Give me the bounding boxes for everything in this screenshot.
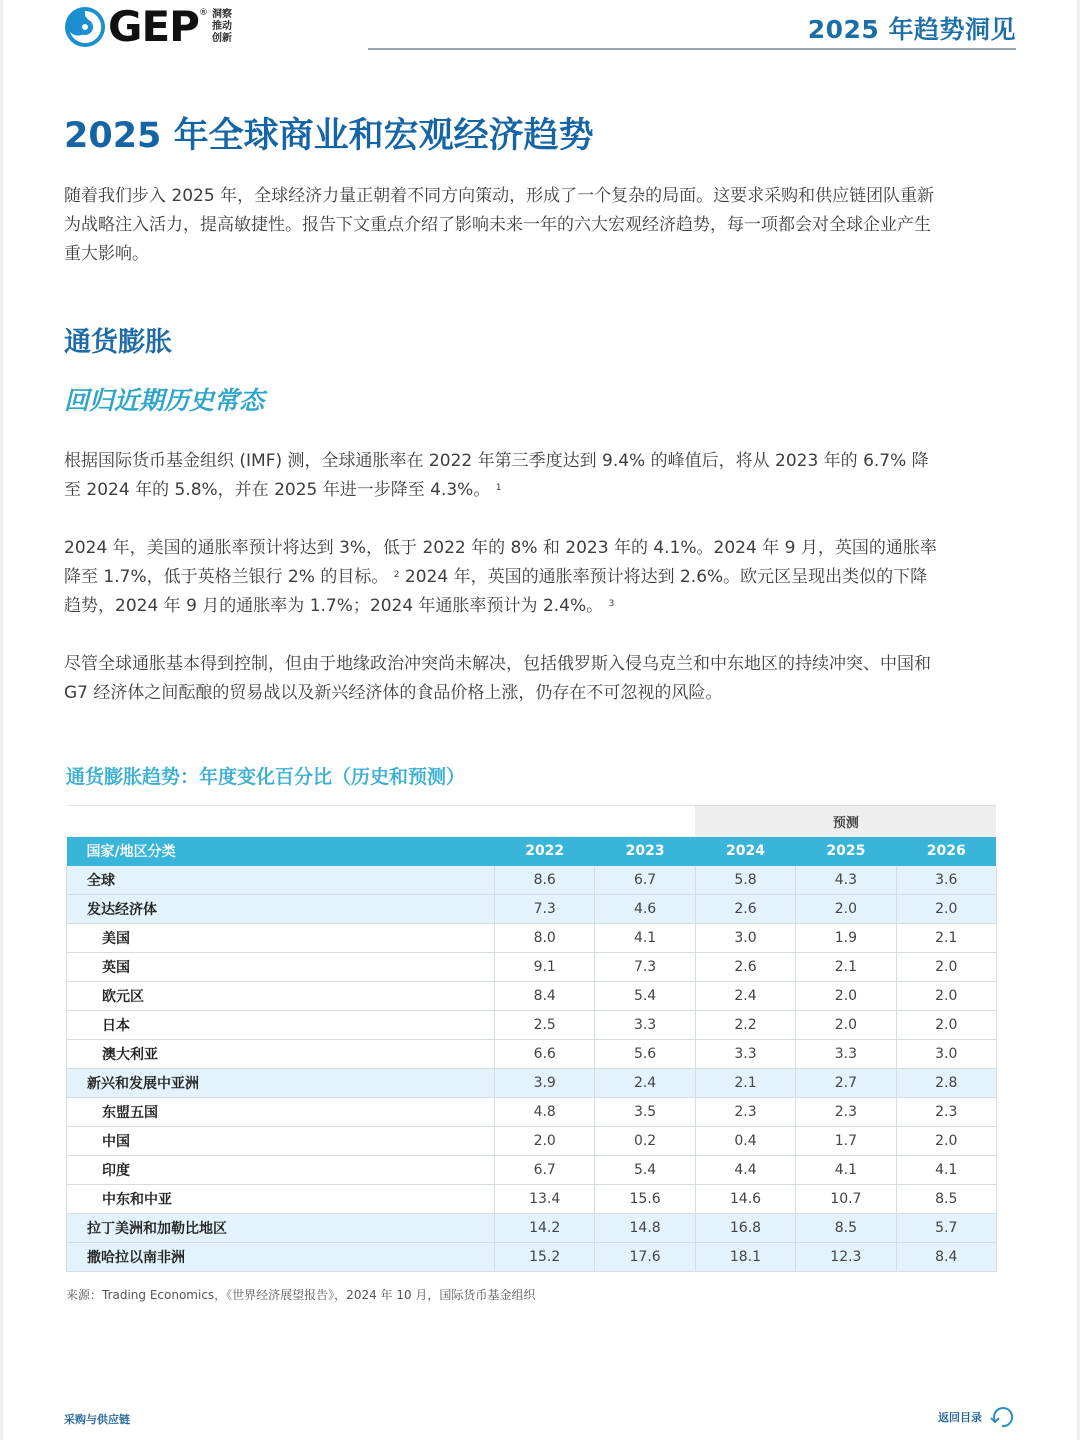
table-cell: 7.3 <box>495 895 595 924</box>
table-cell: 3.3 <box>695 1040 795 1069</box>
row-label: 澳大利亚 <box>67 1040 495 1069</box>
column-header-year: 2026 <box>896 837 996 866</box>
table-cell: 4.6 <box>595 895 695 924</box>
table-row <box>67 1040 997 1069</box>
body-paragraph-2 <box>64 534 944 621</box>
table-cell: 2.0 <box>796 895 896 924</box>
table-cell: 2.0 <box>896 982 996 1011</box>
table-cell: 7.3 <box>595 953 695 982</box>
table-cell: 16.8 <box>695 1214 795 1243</box>
table-cell: 2.0 <box>896 1011 996 1040</box>
logo-tagline-line: 洞察 <box>211 9 232 20</box>
table-cell: 4.1 <box>896 1156 996 1185</box>
row-label: 全球 <box>67 866 495 895</box>
table-cell: 3.6 <box>896 866 996 895</box>
table-cell: 2.5 <box>495 1011 595 1040</box>
report-title: 2025 年趋势洞见 <box>807 15 1016 44</box>
table-cell: 8.5 <box>796 1214 896 1243</box>
logo-tagline-line: 推动 <box>211 21 232 32</box>
table-cell: 2.3 <box>896 1098 996 1127</box>
table-cell: 2.6 <box>695 895 795 924</box>
row-label: 东盟五国 <box>67 1098 495 1127</box>
body-paragraph-1 <box>64 447 944 505</box>
table-cell: 4.3 <box>796 866 896 895</box>
table-cell: 2.0 <box>896 953 996 982</box>
table-cell: 2.8 <box>896 1069 996 1098</box>
table-cell: 3.9 <box>495 1069 595 1098</box>
row-label: 撒哈拉以南非洲 <box>67 1243 495 1272</box>
row-label: 印度 <box>67 1156 495 1185</box>
column-header-year: 2022 <box>495 837 595 866</box>
table-cell: 4.8 <box>495 1098 595 1127</box>
table-cell: 2.0 <box>896 1127 996 1156</box>
table-cell: 14.6 <box>695 1185 795 1214</box>
paragraph-text: 2024 年，英国的通胀率预计将达到 2.6%。欧元区呈现出类似的下降趋势，2024 年 9 月的通胀率为 1.7%；2024 年通胀率预计为 2.4%。 <box>64 567 928 616</box>
return-arrow-icon[interactable] <box>988 1403 1016 1431</box>
page-title: 2025 年全球商业和宏观经济趋势 <box>64 116 594 156</box>
row-label: 新兴和发展中亚洲 <box>67 1069 495 1098</box>
row-label: 中国 <box>67 1127 495 1156</box>
table-row <box>67 1156 997 1185</box>
gep-swirl-icon <box>64 6 106 48</box>
table-cell: 0.2 <box>595 1127 695 1156</box>
table-body <box>67 866 997 1272</box>
table-cell: 6.6 <box>495 1040 595 1069</box>
table-cell: 2.1 <box>896 924 996 953</box>
paragraph-text: 根据国际货币基金组织 (IMF) 测，全球通胀率在 2022 年第三季度达到 9.4% 的峰值后，将从 2023 年的 6.7% 降至 2024 年的 5.8%，并在 2025 年进一步降至 4.3%。 <box>64 451 929 500</box>
body-paragraph-3: 尽管全球通胀基本得到控制，但由于地缘政治冲突尚未解决，包括俄罗斯入侵乌克兰和中东地区的持续冲突、中国和 G7 经济体之间酝酿的贸易战以及新兴经济体的食品价格上涨，仍存在不可忽视的风险。 <box>64 654 931 703</box>
table-cell: 3.3 <box>796 1040 896 1069</box>
table-cell: 13.4 <box>495 1185 595 1214</box>
table-cell: 2.0 <box>495 1127 595 1156</box>
table-cell: 2.4 <box>695 982 795 1011</box>
column-header-row <box>67 837 997 866</box>
page-header <box>64 2 1016 54</box>
table-cell: 3.0 <box>896 1040 996 1069</box>
table-cell: 1.7 <box>796 1127 896 1156</box>
table-cell: 5.8 <box>695 866 795 895</box>
row-label: 英国 <box>67 953 495 982</box>
table-row <box>67 1069 997 1098</box>
table-row <box>67 1098 997 1127</box>
table-cell: 1.9 <box>796 924 896 953</box>
table-cell: 14.8 <box>595 1214 695 1243</box>
table-row <box>67 953 997 982</box>
table-cell: 4.1 <box>796 1156 896 1185</box>
table-cell: 2.1 <box>796 953 896 982</box>
table-cell: 8.4 <box>495 982 595 1011</box>
table-cell: 3.5 <box>595 1098 695 1127</box>
table-source-note: 来源：Trading Economics，《世界经济展望报告》，2024 年 10 月，国际货币基金组织 <box>66 1288 536 1302</box>
back-to-contents-label[interactable]: 返回目录 <box>938 1411 982 1424</box>
table-cell: 2.3 <box>796 1098 896 1127</box>
table-cell: 6.7 <box>595 866 695 895</box>
column-header-year: 2023 <box>595 837 695 866</box>
table-cell: 8.4 <box>896 1243 996 1272</box>
table-cell: 2.0 <box>796 1011 896 1040</box>
table-cell: 5.4 <box>595 982 695 1011</box>
page-edge-left <box>0 0 3 1440</box>
header-divider <box>368 48 1016 50</box>
table-cell: 0.4 <box>695 1127 795 1156</box>
footnote-ref[interactable]: 3 <box>608 599 615 609</box>
table-cell: 8.5 <box>896 1185 996 1214</box>
logo-wordmark: GEP <box>108 2 199 51</box>
table-row <box>67 982 997 1011</box>
row-label: 中东和中亚 <box>67 1185 495 1214</box>
footnote-ref[interactable]: 2 <box>393 570 400 580</box>
table-cell: 12.3 <box>796 1243 896 1272</box>
table-cell: 2.2 <box>695 1011 795 1040</box>
table-cell: 5.4 <box>595 1156 695 1185</box>
table-cell: 2.4 <box>595 1069 695 1098</box>
table-cell: 5.6 <box>595 1040 695 1069</box>
forecast-spacer <box>67 806 696 837</box>
table-cell: 2.3 <box>695 1098 795 1127</box>
table-cell: 3.0 <box>695 924 795 953</box>
section-title: 通货膨胀 <box>64 327 172 358</box>
table-cell: 14.2 <box>495 1214 595 1243</box>
column-header-year: 2024 <box>695 837 795 866</box>
table-cell: 2.6 <box>695 953 795 982</box>
table-cell: 4.1 <box>595 924 695 953</box>
table-cell: 9.1 <box>495 953 595 982</box>
table-cell: 17.6 <box>595 1243 695 1272</box>
logo-registered-mark: ® <box>198 8 208 18</box>
table-cell: 18.1 <box>695 1243 795 1272</box>
footnote-ref[interactable]: 1 <box>495 483 502 493</box>
inflation-table <box>66 805 996 1272</box>
table-cell: 2.1 <box>695 1069 795 1098</box>
forecast-header-row <box>67 806 997 837</box>
table-cell: 8.0 <box>495 924 595 953</box>
table-cell: 8.6 <box>495 866 595 895</box>
back-to-contents-link[interactable] <box>938 1403 1016 1431</box>
table-row <box>67 1127 997 1156</box>
table-row <box>67 1185 997 1214</box>
row-label: 欧元区 <box>67 982 495 1011</box>
table-cell: 2.0 <box>796 982 896 1011</box>
logo-tagline-line: 创新 <box>211 33 232 44</box>
table-cell: 15.2 <box>495 1243 595 1272</box>
row-label: 日本 <box>67 1011 495 1040</box>
table-cell: 6.7 <box>495 1156 595 1185</box>
table-cell: 2.0 <box>896 895 996 924</box>
row-label: 拉丁美洲和加勒比地区 <box>67 1214 495 1243</box>
table-cell: 10.7 <box>796 1185 896 1214</box>
forecast-label: 预测 <box>695 806 996 837</box>
column-header-region: 国家/地区分类 <box>67 837 495 866</box>
table-row <box>67 1243 997 1272</box>
intro-paragraph: 随着我们步入 2025 年，全球经济力量正朝着不同方向策动，形成了一个复杂的局面。这要求采购和供应链团队重新为战略注入活力，提高敏捷性。报告下文重点介绍了影响未来一年的六大宏观经济趋势，每一项都会对全球企业产生重大影响。 <box>64 186 935 264</box>
table-row <box>67 1214 997 1243</box>
gep-logo[interactable] <box>64 2 232 51</box>
table-row <box>67 924 997 953</box>
table-row <box>67 895 997 924</box>
table-cell: 3.3 <box>595 1011 695 1040</box>
table-row <box>67 1011 997 1040</box>
footer-section-label: 采购与供应链 <box>64 1413 130 1426</box>
table-row <box>67 866 997 895</box>
column-header-year: 2025 <box>796 837 896 866</box>
table-cell: 4.4 <box>695 1156 795 1185</box>
paragraph-text: 2024 年，美国的通胀率预计将达到 3%，低于 2022 年的 8% 和 2023 年的 4.1%。2024 年 9 月，英国的通胀率降至 1.7%，低于英格兰银行 2% 的目标。 <box>64 538 937 587</box>
table-cell: 15.6 <box>595 1185 695 1214</box>
table-cell: 2.7 <box>796 1069 896 1098</box>
logo-tagline <box>212 9 232 45</box>
table-title: 通货膨胀趋势：年度变化百分比（历史和预测） <box>66 766 466 788</box>
table-cell: 5.7 <box>896 1214 996 1243</box>
row-label: 美国 <box>67 924 495 953</box>
row-label: 发达经济体 <box>67 895 495 924</box>
subsection-title: 回归近期历史常态 <box>64 386 265 415</box>
